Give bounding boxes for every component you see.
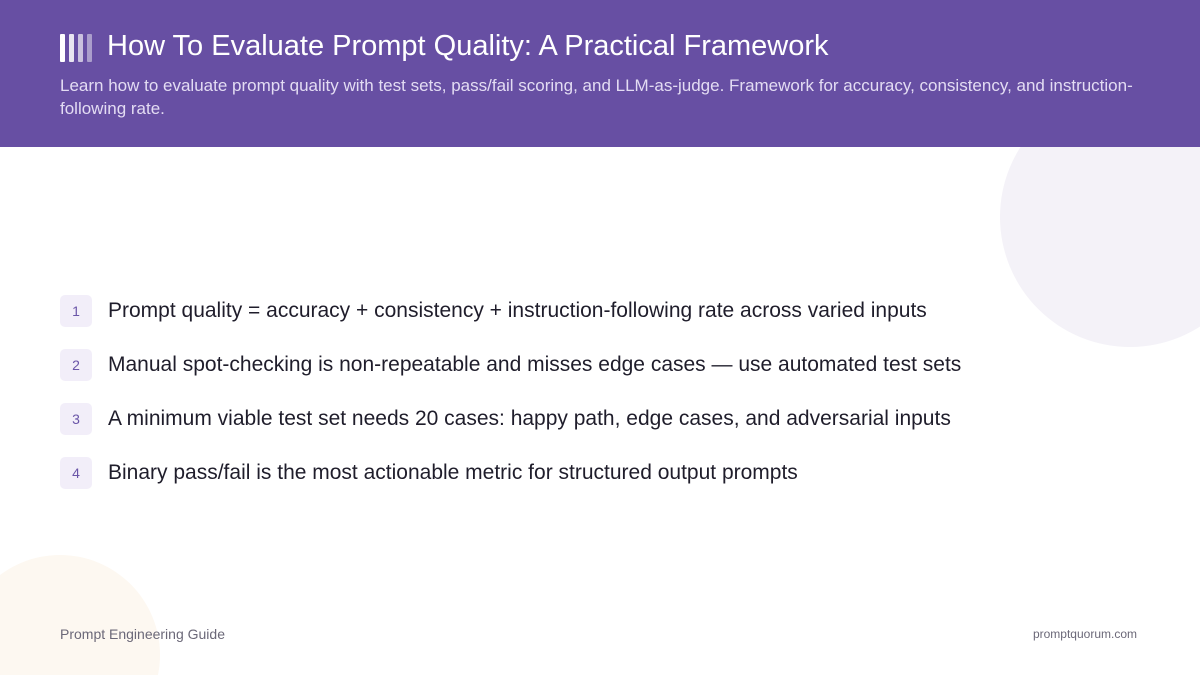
list-item — [60, 403, 951, 435]
number-badge: 3 — [60, 403, 92, 435]
number-badge: 2 — [60, 349, 92, 381]
decorative-circle-left — [0, 555, 160, 675]
number-badge: 1 — [60, 295, 92, 327]
point-text: Prompt quality = accuracy + consistency + instruction-following rate across varied inputs — [108, 299, 927, 322]
page-subtitle: Learn how to evaluate prompt quality with test sets, pass/fail scoring, and LLM-as-judge. Framework for accuracy, consistency, and instruction-following rate. — [60, 76, 1133, 118]
number-badge: 4 — [60, 457, 92, 489]
list-item — [60, 349, 961, 381]
vertical-bars-logo-icon — [60, 34, 94, 62]
header-banner — [0, 0, 1200, 147]
footer-guide-label: Prompt Engineering Guide — [60, 626, 225, 642]
list-item — [60, 457, 798, 489]
point-text: A minimum viable test set needs 20 cases: happy path, edge cases, and adversarial inputs — [108, 407, 951, 430]
list-item — [60, 295, 927, 327]
point-text: Binary pass/fail is the most actionable metric for structured output prompts — [108, 461, 798, 484]
point-text: Manual spot-checking is non-repeatable and misses edge cases — use automated test sets — [108, 353, 962, 376]
page-title: How To Evaluate Prompt Quality: A Practical Framework — [107, 30, 829, 62]
footer-site-url: promptquorum.com — [1032, 627, 1137, 641]
